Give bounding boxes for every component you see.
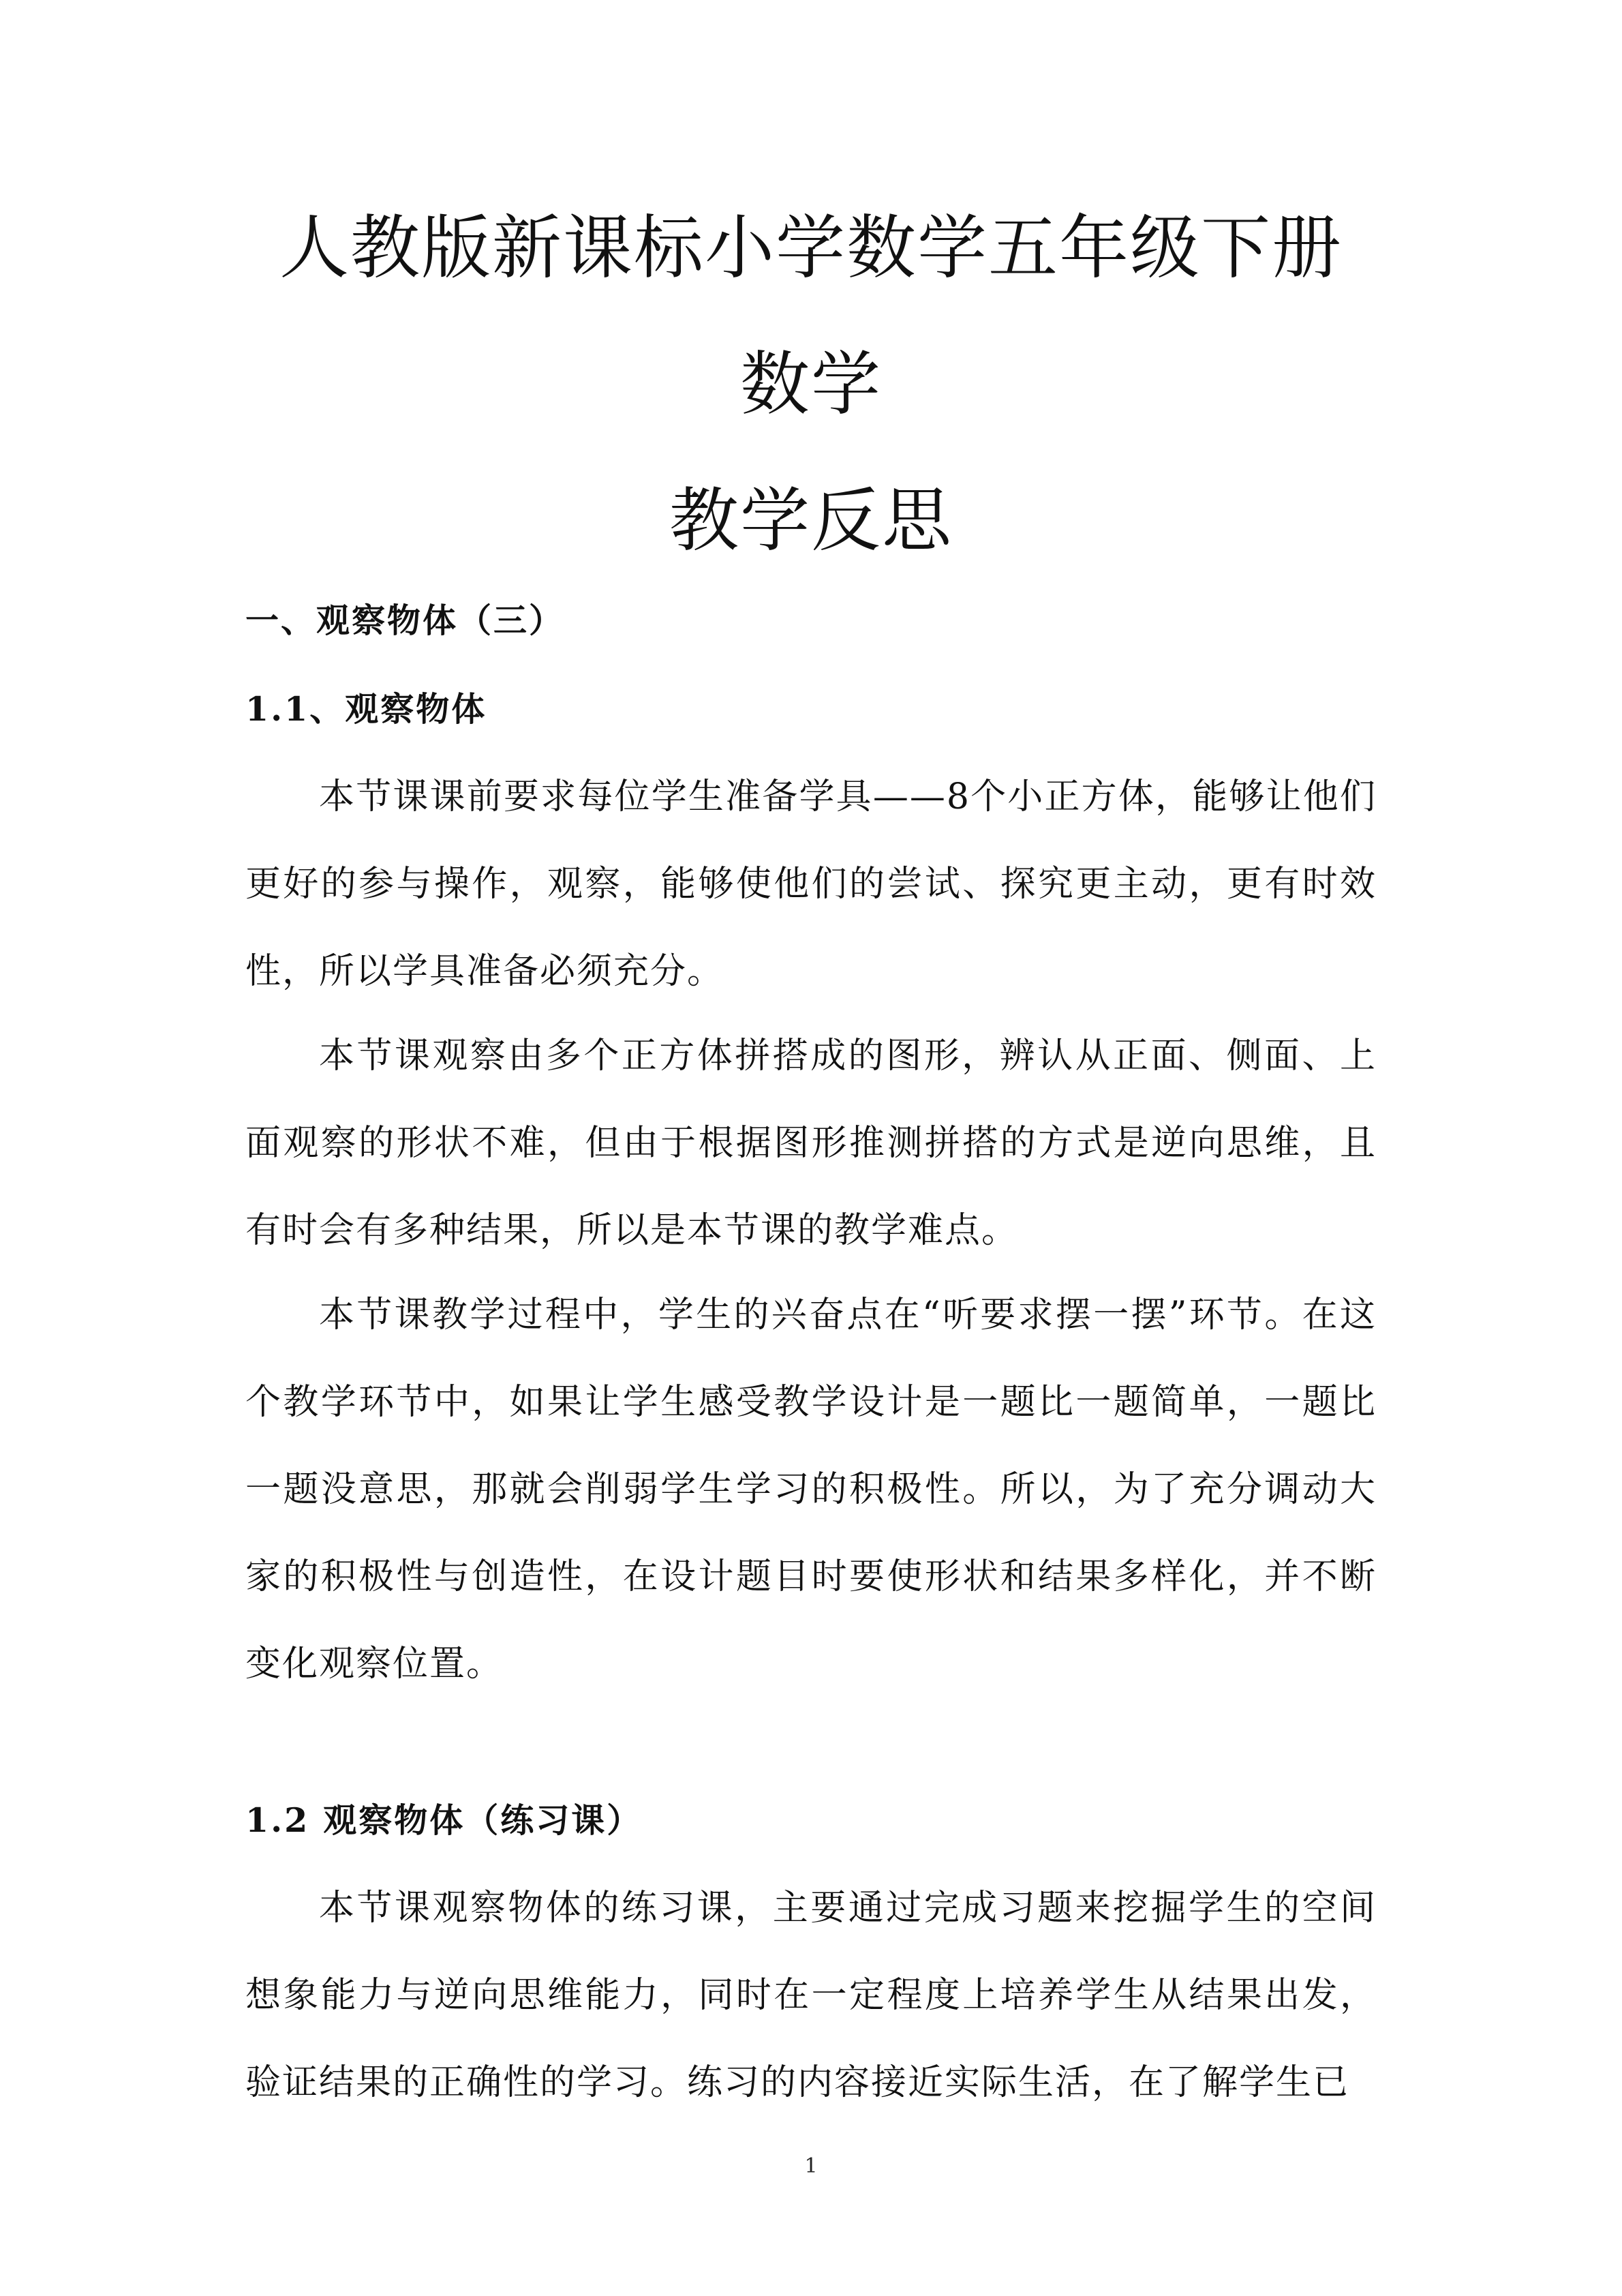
document-title: 人教版新课标小学数学五年级下册: [279, 208, 1343, 289]
paragraph: 本节课教学过程中，学生的兴奋点在“听要求摆一摆”环节。在这个教学环节中，如果让学生感受教学设计是一题比一题简单，一题比一题没意思，那就会削弱学生学习的积极性。所以，为了充分调动大家的积极性与创造性，在设计题目时要使形状和结果多样化，并不断变化观察位置。: [245, 1295, 1377, 1685]
paragraph: 本节课观察由多个正方体拼搭成的图形，辨认从正面、侧面、上面观察的形状不难，但由于根据图形推测拼搭的方式是逆向思维，且有时会有多种结果，所以是本节课的教学难点。: [245, 1036, 1377, 1251]
document-subtitle-math: 数学: [740, 344, 882, 425]
section-heading: 一、观察物体（三）: [245, 601, 565, 640]
document-subtitle-reflection: 教学反思: [669, 481, 953, 562]
page-number: 1: [804, 2154, 818, 2178]
subsection-heading: 1.1、观察物体: [245, 689, 487, 729]
paragraph: 本节课观察物体的练习课，主要通过完成习题来挖掘学生的空间想象能力与逆向思维能力，同时在一定程度上培养学生从结果出发，验证结果的正确性的学习。练习的内容接近实际生活，在了解学生已: [245, 1888, 1377, 2103]
subsection-heading: 1.2 观察物体（练习课）: [245, 1800, 643, 1840]
paragraph: 本节课课前要求每位学生准备学具——8个小正方体，能够让他们更好的参与操作，观察，能够使他们的尝试、探究更主动，更有时效性，所以学具准备必须充分。: [245, 776, 1377, 992]
